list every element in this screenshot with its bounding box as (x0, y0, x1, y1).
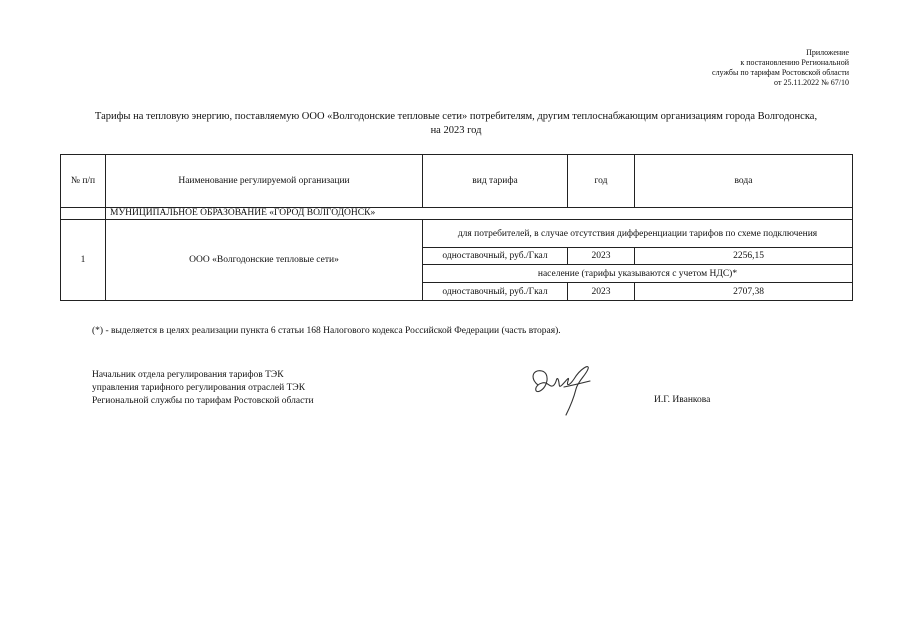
tariff-type-cell: одноставочный, руб./Гкал (423, 283, 568, 301)
water-value-cell: 2707,38 (635, 283, 853, 301)
header-tariff-type: вид тарифа (423, 155, 568, 208)
row-number: 1 (61, 220, 106, 301)
tariff-table (60, 154, 853, 301)
header-water: вода (635, 155, 853, 208)
year-cell: 2023 (568, 248, 635, 265)
section-population: население (тарифы указываются с учетом НДС)* (423, 265, 853, 283)
organization-name: ООО «Волгодонские тепловые сети» (106, 220, 423, 301)
appendix-line: Приложение (806, 48, 849, 57)
footnote: (*) - выделяется в целях реализации пункта 6 статьи 168 Налогового кодекса Российской Федерации (часть вторая). (92, 326, 561, 336)
document-title (60, 110, 852, 138)
signer-title-line: Региональной службы по тарифам Ростовской области (92, 396, 314, 406)
region-name: МУНИЦИПАЛЬНОЕ ОБРАЗОВАНИЕ «ГОРОД ВОЛГОДОНСК» (106, 208, 853, 220)
signer-title-line: Начальник отдела регулирования тарифов ТЭК (92, 370, 284, 380)
signer-name: И.Г. Иванкова (654, 395, 711, 405)
table-row (61, 220, 853, 248)
signer-title-line: управления тарифного регулирования отраслей ТЭК (92, 383, 306, 393)
appendix-line: от 25.11.2022 № 67/10 (774, 78, 849, 87)
header-org: Наименование регулируемой организации (106, 155, 423, 208)
appendix-line: к постановлению Региональной (740, 58, 849, 67)
section-consumers: для потребителей, в случае отсутствия дифференциации тарифов по схеме подключения (423, 220, 853, 248)
region-empty-cell (61, 208, 106, 220)
signer-block (92, 369, 314, 408)
title-line-1: Тарифы на тепловую энергию, поставляемую ООО «Волгодонские тепловые сети» потребителям, другим теплоснабжающим организациям города Волгодонска, (94, 111, 818, 122)
header-num: № п/п (61, 155, 106, 208)
title-line-2: на 2023 год (430, 125, 482, 136)
year-cell: 2023 (568, 283, 635, 301)
water-value-cell: 2256,15 (635, 248, 853, 265)
appendix-line: службы по тарифам Ростовской области (712, 68, 849, 77)
tariff-type-cell: одноставочный, руб./Гкал (423, 248, 568, 265)
handwritten-signature (520, 357, 610, 419)
region-row (61, 208, 853, 220)
header-year: год (568, 155, 635, 208)
table-header-row (61, 155, 853, 208)
appendix-block (589, 48, 849, 88)
